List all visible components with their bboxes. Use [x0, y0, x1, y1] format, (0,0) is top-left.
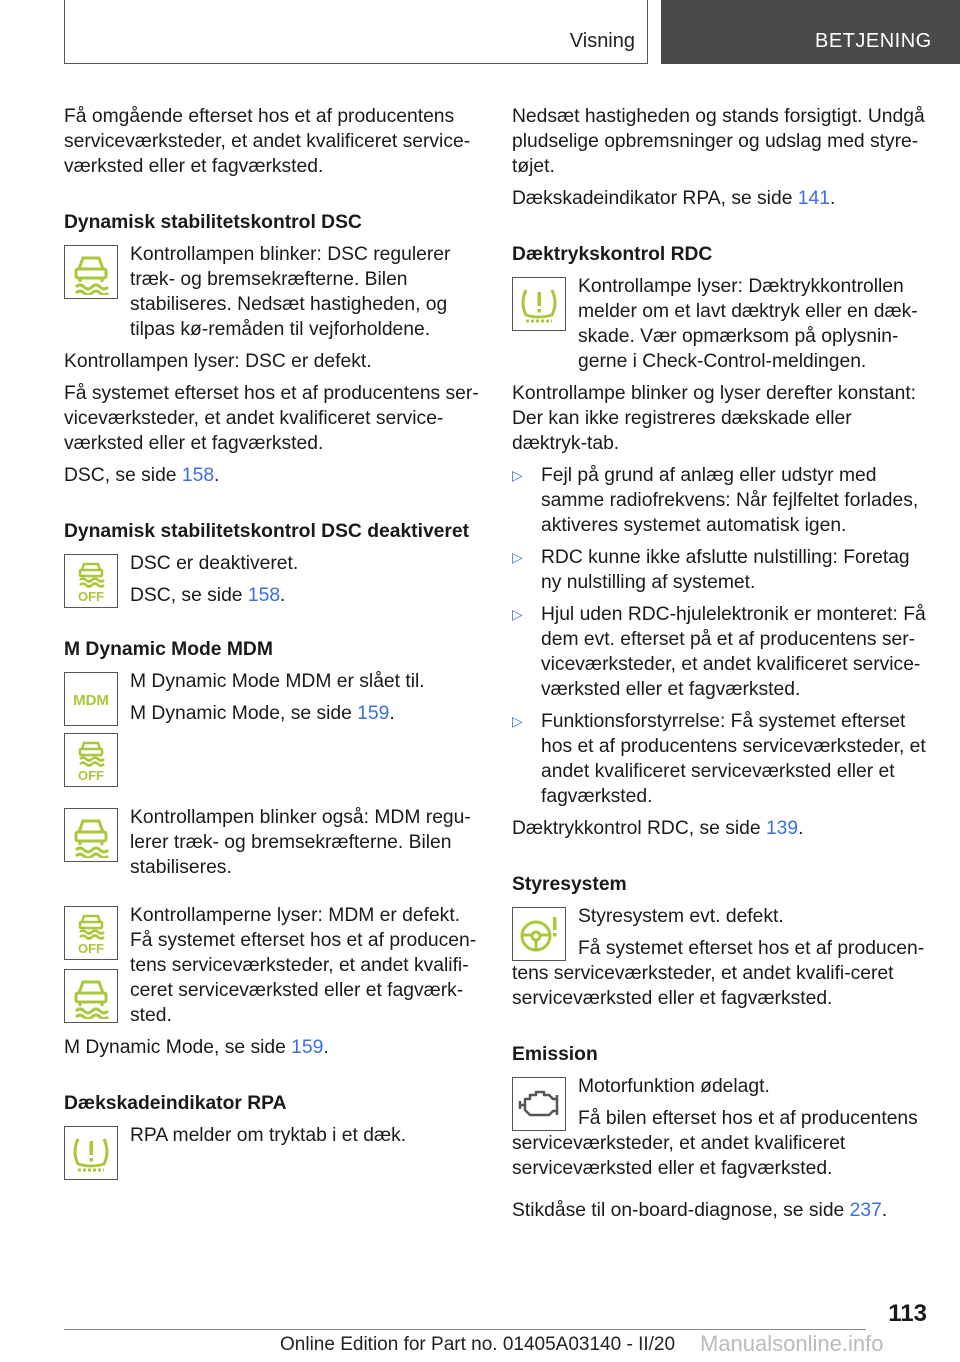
rpa-block	[64, 1123, 480, 1183]
svg-text:OFF: OFF	[78, 589, 104, 604]
bullet-list	[512, 463, 926, 809]
list-item: ▷ Fejl på grund af anlæg eller udstyr med samme radiofrekvens: Når fejlfeltet forlades, aktiveres systemet automatisk igen.	[512, 465, 919, 536]
engine-check-icon	[512, 1077, 566, 1131]
page-link[interactable]: 141	[797, 188, 830, 209]
emission-block	[512, 1074, 926, 1099]
paragraph: Kontrollampen blinker også: MDM regu-lerer træk- og bremsekræfterne. Bilen stabiliseres.	[130, 807, 471, 878]
heading-mdm: M Dynamic Mode MDM	[64, 639, 273, 660]
paragraph: Få systemet efterset hos et af producen-tens serviceværksteder, et andet kvalifi-ceret serviceværksted eller et fagværksted.	[512, 938, 925, 1009]
paragraph: Styresystem evt. defekt.	[578, 906, 784, 927]
paragraph: RPA melder om tryktab i et dæk.	[130, 1125, 407, 1146]
dsc-off-icon	[64, 733, 118, 787]
mdm-blink-block	[64, 805, 480, 889]
dsc-off-icon	[64, 554, 118, 608]
tire-pressure-warning-icon	[512, 277, 566, 331]
rdc-block	[512, 274, 926, 374]
paragraph: Nedsæt hastigheden og stands forsigtigt. Undgå pludselige opbremsninger og udslag med styre-tøjet.	[512, 106, 925, 177]
paragraph: Kontrollampe blinker og lyser derefter konstant: Der kan ikke registreres dækskade eller dæktryk-tab.	[512, 383, 917, 454]
paragraph: Motorfunktion ødelagt.	[578, 1076, 770, 1097]
paragraph: Dækskadeindikator RPA, se side 141.	[512, 188, 836, 209]
paragraph: M Dynamic Mode MDM er slået til.	[130, 671, 425, 692]
dsc-car-skid-icon	[64, 245, 118, 299]
dsc-off-icon	[64, 906, 118, 960]
paragraph: Få systemet efterset hos et af producentens ser-viceværksteder, et andet kvalificeret service-værksted eller et fagværksted.	[64, 383, 479, 454]
footer-divider	[64, 1329, 866, 1330]
tire-pressure-warning-icon	[64, 1126, 118, 1180]
dsc-off-block	[64, 551, 480, 613]
heading-steering: Styresystem	[512, 874, 627, 895]
steering-warning-icon	[512, 907, 566, 961]
heading-dsc-off: Dynamisk stabilitetskontrol DSC deaktiveret	[64, 521, 470, 542]
mdm-icon	[64, 672, 118, 726]
svg-text:OFF: OFF	[78, 768, 104, 783]
page-link[interactable]: 158	[181, 465, 215, 486]
page-link[interactable]: 159	[357, 703, 390, 724]
page-link[interactable]: 139	[765, 818, 799, 839]
dsc-block	[64, 242, 480, 342]
triangle-bullet-icon: ▷	[512, 606, 523, 622]
header-section: Visning	[569, 30, 635, 52]
heading-rdc: Dæktrykskontrol RDC	[512, 244, 713, 265]
paragraph: Kontrollampen blinker: DSC regulerer træk- og bremsekræfterne. Bilen stabiliseres. Nedsæt hastigheden, og tilpas kø-remåden til vejforholdene.	[130, 244, 451, 340]
mdm-off-block	[64, 731, 480, 805]
right-column	[512, 104, 926, 1230]
svg-text:MDM: MDM	[73, 692, 109, 709]
dsc-car-skid-icon	[64, 969, 118, 1023]
paragraph: M Dynamic Mode, se side 159.	[64, 1037, 329, 1058]
watermark: Manualsonline.info	[700, 1331, 884, 1356]
paragraph: Kontrollamperne lyser: MDM er defekt. Få systemet efterset hos et af producen-tens serviceværksteder, et andet kvalifi-ceret serviceværksted eller et fagværk-sted.	[130, 905, 477, 1026]
heading-rpa: Dækskadeindikator RPA	[64, 1093, 287, 1114]
page-number: 113	[888, 1300, 927, 1327]
paragraph: DSC, se side 158.	[130, 585, 286, 606]
paragraph: Få bilen efterset hos et af producentens serviceværksteder, et andet kvalificeret serviceværksted eller et fagværksted.	[512, 1108, 918, 1179]
paragraph: DSC, se side 158.	[64, 465, 220, 486]
triangle-bullet-icon: ▷	[512, 549, 523, 565]
mdm-block	[64, 669, 480, 731]
svg-text:OFF: OFF	[78, 941, 104, 956]
triangle-bullet-icon: ▷	[512, 467, 523, 483]
heading-dsc: Dynamisk stabilitetskontrol DSC	[64, 212, 362, 233]
paragraph: DSC er deaktiveret.	[130, 553, 299, 574]
page-link[interactable]: 237	[849, 1200, 882, 1221]
paragraph: M Dynamic Mode, se side 159.	[130, 703, 395, 724]
triangle-bullet-icon: ▷	[512, 713, 523, 729]
heading-emission: Emission	[512, 1044, 598, 1065]
footer-edition: Online Edition for Part no. 01405A03140 - II/20	[280, 1334, 676, 1355]
steering-block	[512, 904, 926, 929]
left-column	[64, 104, 480, 1183]
list-item: ▷ Funktionsforstyrrelse: Få systemet efterset hos et af producentens serviceværksteder, et andet kvalificeret serviceværksted eller et fagværksted.	[512, 711, 926, 807]
header-frame	[64, 0, 648, 64]
page-link[interactable]: 158	[247, 585, 281, 606]
list-item: ▷ Hjul uden RDC-hjulelektronik er monteret: Få dem evt. efterset på et af producentens ser-viceværksteder, et andet kvalificeret service-værksted eller et fagværksted.	[512, 604, 926, 700]
paragraph: Kontrollampe lyser: Dæktrykkontrollen melder om et lavt dæktryk eller en dæk-skade. Vær opmærksom på oplysnin-gerne i Check-Control-meldingen.	[578, 276, 918, 372]
paragraph: Kontrollampen lyser: DSC er defekt.	[64, 351, 372, 372]
header-chapter: BETJENING	[815, 30, 932, 52]
paragraph: Stikdåse til on-board-diagnose, se side 237.	[512, 1200, 888, 1221]
page-link[interactable]: 159	[291, 1037, 324, 1058]
dsc-car-skid-icon	[64, 808, 118, 862]
paragraph: Få omgående efterset hos et af producentens serviceværksteder, et andet kvalificeret service-værksted eller et fagværksted.	[64, 106, 471, 177]
mdm-defect-block	[64, 903, 480, 1028]
paragraph: Dæktrykkontrol RDC, se side 139.	[512, 818, 804, 839]
list-item: ▷ RDC kunne ikke afslutte nulstilling: Foretag ny nulstilling af systemet.	[512, 547, 910, 593]
